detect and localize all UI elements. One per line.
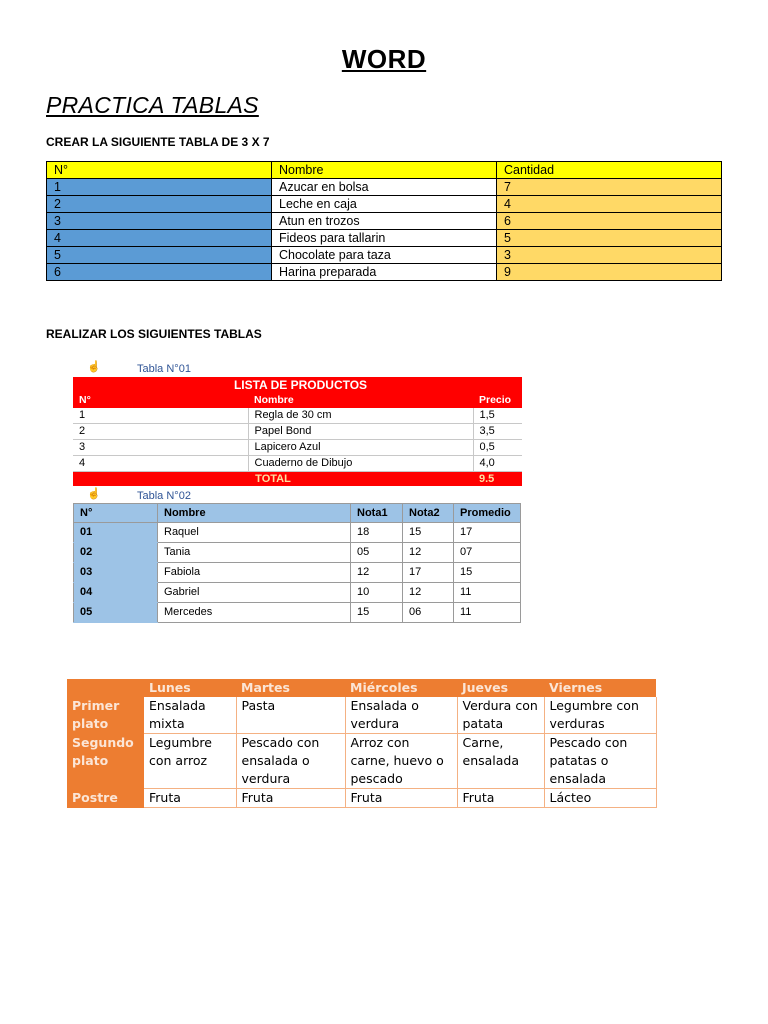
cell-name: Papel Bond — [248, 424, 473, 440]
table-row — [67, 789, 656, 808]
table-row — [74, 603, 521, 623]
cell-price: 3,5 — [473, 424, 522, 440]
menu-cell: Legumbre con arroz — [144, 734, 236, 789]
header-cell-day: Viernes — [544, 679, 656, 697]
table-row — [47, 179, 722, 196]
menu-cell: Lácteo — [544, 789, 656, 808]
document-title: WORD — [341, 44, 427, 74]
header-cell-day: Lunes — [144, 679, 236, 697]
cell-average: 11 — [454, 603, 521, 623]
menu-cell: Pasta — [236, 697, 345, 734]
header-cell-day: Jueves — [457, 679, 544, 697]
pointer-hand-icon: ☝ — [87, 488, 101, 500]
cell-average: 15 — [454, 563, 521, 583]
cell-quantity: 4 — [497, 196, 722, 213]
cell-grade1: 12 — [351, 563, 403, 583]
cell-name: Gabriel — [158, 583, 351, 603]
table-total-row — [73, 472, 522, 487]
header-cell-quantity: Cantidad — [497, 162, 722, 179]
table-row — [67, 734, 656, 789]
total-value: 9.5 — [473, 472, 522, 487]
cell-number: 04 — [74, 583, 158, 603]
cell-name: Raquel — [158, 523, 351, 543]
cell-price: 4,0 — [473, 456, 522, 472]
grades-table — [73, 503, 521, 623]
cell-grade2: 15 — [403, 523, 454, 543]
cell-average: 11 — [454, 583, 521, 603]
header-cell-day: Martes — [236, 679, 345, 697]
header-cell-name: Nombre — [248, 393, 473, 408]
header-cell-grade2: Nota2 — [403, 504, 454, 523]
cell-name: Azucar en bolsa — [272, 179, 497, 196]
cell-number: 05 — [74, 603, 158, 623]
cell-name: Mercedes — [158, 603, 351, 623]
table-row — [73, 408, 522, 424]
cell-number: 3 — [73, 440, 248, 456]
table-header-row — [73, 393, 522, 408]
header-cell-number: N° — [47, 162, 272, 179]
table-row — [73, 440, 522, 456]
cell-grade1: 10 — [351, 583, 403, 603]
menu-cell: Legumbre con verduras — [544, 697, 656, 734]
section-heading-make-tables: REALIZAR LOS SIGUIENTES TABLAS — [46, 327, 262, 341]
product-list-table — [73, 377, 522, 486]
cell-average: 07 — [454, 543, 521, 563]
table-row — [47, 196, 722, 213]
cell-quantity: 5 — [497, 230, 722, 247]
table-row — [74, 543, 521, 563]
cell-number: 2 — [47, 196, 272, 213]
menu-cell: Ensalada mixta — [144, 697, 236, 734]
cell-grade2: 17 — [403, 563, 454, 583]
table-row — [73, 424, 522, 440]
cell-name: Lapicero Azul — [248, 440, 473, 456]
menu-cell: Fruta — [144, 789, 236, 808]
cell-grade2: 06 — [403, 603, 454, 623]
cell-price: 1,5 — [473, 408, 522, 424]
table-row — [47, 264, 722, 281]
table-caption-01: Tabla N°01 — [137, 363, 191, 375]
pointer-hand-icon: ☝ — [87, 361, 101, 373]
cell-grade2: 12 — [403, 543, 454, 563]
table-caption-02: Tabla N°02 — [137, 490, 191, 502]
header-cell-price: Precio — [473, 393, 522, 408]
cell-grade1: 18 — [351, 523, 403, 543]
cell-name: Regla de 30 cm — [248, 408, 473, 424]
row-label-first-course: Primer plato — [67, 697, 144, 734]
table-title-row — [73, 377, 522, 393]
cell-number: 6 — [47, 264, 272, 281]
menu-cell: Pescado con ensalada o verdura — [236, 734, 345, 789]
header-cell-empty — [67, 679, 144, 697]
section-heading-create-table: CREAR LA SIGUIENTE TABLA DE 3 X 7 — [46, 135, 270, 149]
menu-cell: Pescado con patatas o ensalada — [544, 734, 656, 789]
cell-number: 2 — [73, 424, 248, 440]
weekly-menu-table — [67, 679, 657, 808]
cell-number: 1 — [47, 179, 272, 196]
menu-cell: Verdura con patata — [457, 697, 544, 734]
header-cell-number: N° — [74, 504, 158, 523]
table-row — [74, 523, 521, 543]
cell-name: Chocolate para taza — [272, 247, 497, 264]
table-header-row — [47, 162, 722, 179]
table-row — [47, 247, 722, 264]
row-label-second-course: Segundo plato — [67, 734, 144, 789]
cell-quantity: 3 — [497, 247, 722, 264]
document-subtitle: PRACTICA TABLAS — [46, 92, 259, 118]
table-row — [74, 583, 521, 603]
table-row — [73, 456, 522, 472]
cell-number: 03 — [74, 563, 158, 583]
cell-name: Fideos para tallarin — [272, 230, 497, 247]
cell-grade1: 15 — [351, 603, 403, 623]
cell-grade2: 12 — [403, 583, 454, 603]
table-header-row — [74, 504, 521, 523]
header-cell-day: Miércoles — [345, 679, 457, 697]
header-cell-name: Nombre — [158, 504, 351, 523]
cell-quantity: 9 — [497, 264, 722, 281]
header-cell-number: N° — [73, 393, 248, 408]
cell-number: 01 — [74, 523, 158, 543]
cell-number: 4 — [73, 456, 248, 472]
menu-cell: Fruta — [457, 789, 544, 808]
cell-name: Tania — [158, 543, 351, 563]
table-title: LISTA DE PRODUCTOS — [73, 377, 522, 393]
header-cell-average: Promedio — [454, 504, 521, 523]
cell-number: 02 — [74, 543, 158, 563]
cell-number: 5 — [47, 247, 272, 264]
cell-name: Harina preparada — [272, 264, 497, 281]
table-row — [47, 230, 722, 247]
menu-cell: Carne, ensalada — [457, 734, 544, 789]
cell-quantity: 7 — [497, 179, 722, 196]
row-label-dessert: Postre — [67, 789, 144, 808]
cell-quantity: 6 — [497, 213, 722, 230]
cell-name: Leche en caja — [272, 196, 497, 213]
cell-grade1: 05 — [351, 543, 403, 563]
menu-cell: Fruta — [345, 789, 457, 808]
header-cell-grade1: Nota1 — [351, 504, 403, 523]
cell-name: Atun en trozos — [272, 213, 497, 230]
table-row — [74, 563, 521, 583]
cell-number: 3 — [47, 213, 272, 230]
products-quantity-table — [46, 161, 722, 281]
cell-average: 17 — [454, 523, 521, 543]
table-header-row — [67, 679, 656, 697]
cell-name: Cuaderno de Dibujo — [248, 456, 473, 472]
menu-cell: Ensalada o verdura — [345, 697, 457, 734]
cell-price: 0,5 — [473, 440, 522, 456]
table-row — [47, 213, 722, 230]
cell-number: 1 — [73, 408, 248, 424]
menu-cell: Fruta — [236, 789, 345, 808]
cell-name: Fabiola — [158, 563, 351, 583]
header-cell-name: Nombre — [272, 162, 497, 179]
cell-number: 4 — [47, 230, 272, 247]
menu-cell: Arroz con carne, huevo o pescado — [345, 734, 457, 789]
total-label: TOTAL — [73, 472, 473, 487]
table-row — [67, 697, 656, 734]
